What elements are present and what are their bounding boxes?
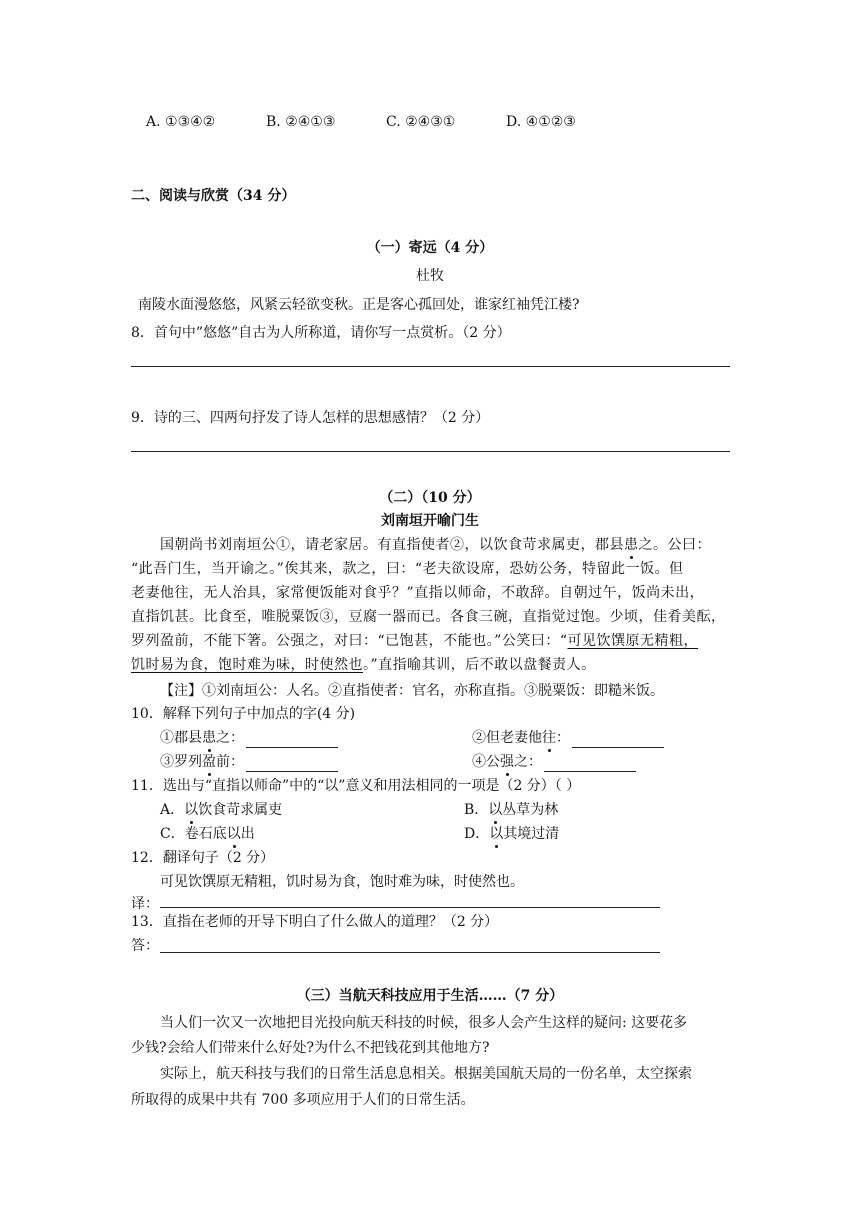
q11-option-b[interactable]: B．以丛草为林 <box>464 802 559 818</box>
dotted-char: 患 <box>202 730 216 746</box>
poem-author: 杜牧 <box>416 268 444 284</box>
choice-d-text: ④①②③ <box>525 114 576 130</box>
dotted-char: 盈 <box>202 754 216 770</box>
choice-b-text: ②④①③ <box>285 114 336 130</box>
underlined-sentence: 可见饮馔原无精粗， <box>567 633 698 649</box>
question-9: 9．诗的三、四两句抒发了诗人怎样的思想感情？（2 分） <box>131 410 490 426</box>
answer-blank[interactable] <box>544 757 636 772</box>
answer-blank[interactable] <box>572 733 664 748</box>
choice-b <box>266 112 335 132</box>
dotted-char: 患 <box>624 537 639 553</box>
passage-line-6 <box>131 655 596 675</box>
choice-d-letter: D. <box>506 114 522 130</box>
passage-line-2: “此吾门生，当开谕之。”俟其来，款之，曰：“老夫欲设席，恐妨公务，特留此一饭。但 <box>131 561 684 577</box>
part3-para-1b: 少钱?会给人们带来什么好处?为什么不把钱花到其他地方? <box>131 1040 490 1056</box>
passage-line-3: 老妻他往，无人治具，家常便饭能对食乎？”直指以师命，不敢辞。自朝过午，饭尚未出， <box>131 585 705 601</box>
part3-title: （三）当航天科技应用于生活……（7 分） <box>296 988 564 1004</box>
choice-c-letter: C. <box>386 114 401 130</box>
question-12: 12．翻译句子（2 分） <box>131 850 275 866</box>
choice-a-text: ①③④② <box>165 114 216 130</box>
poem-text: 南陵水面漫悠悠，风紧云轻欲变秋。正是客心孤回处，谁家红袖凭江楼? <box>138 297 580 313</box>
passage-text: 国朝尚书刘南垣公①，请老家居。有直指使者②，以饮食苛求属吏，郡县 <box>160 537 624 553</box>
passage-line-1 <box>160 535 711 555</box>
choice-a <box>146 112 215 132</box>
part1-title: （一）寄远（4 分） <box>366 240 494 256</box>
answer-line-q9[interactable] <box>131 451 730 452</box>
dotted-char: 以 <box>489 826 504 842</box>
answer-line-q8[interactable] <box>131 366 730 367</box>
question-8: 8．首句中”悠悠”自古为人所称道，请你写一点赏析。（2 分） <box>131 325 511 341</box>
dotted-char: 以 <box>184 802 199 818</box>
q11-option-c[interactable]: C．卷石底以出 <box>160 826 255 842</box>
part3-para-2b: 所取得的成果中共有 700 多项应用于人们的日常生活。 <box>131 1092 475 1108</box>
passage-note: 【注】①刘南垣公：人名。②直指使者：官名，亦称直指。③脱粟饭：即糙米饭。 <box>160 683 664 699</box>
part2-title: （二）（10 分） <box>379 490 481 506</box>
answer-line-q13[interactable] <box>160 952 660 953</box>
dotted-char: 以 <box>488 802 503 818</box>
q11-option-d[interactable]: D．以其境过清 <box>464 826 560 842</box>
section-title: 二、阅读与欣赏（34 分） <box>131 188 296 204</box>
dotted-char: 以 <box>226 826 241 842</box>
question-11: 11．选出与“直指以师命”中的“以”意义和用法相同的一项是（2 分）（ ） <box>131 778 581 794</box>
q12-answer-label: 译： <box>131 896 159 912</box>
choice-a-letter: A. <box>146 114 161 130</box>
passage-title: 刘南垣开喻门生 <box>381 513 479 529</box>
dotted-char: 强 <box>500 754 514 770</box>
q10-item-4: ④公强之： <box>472 752 636 772</box>
q13-answer-label: 答： <box>131 938 159 954</box>
q11-option-a[interactable]: A．以饮食苛求属吏 <box>160 802 283 818</box>
q10-item-2: ②但老妻他往： <box>472 728 664 748</box>
q10-item-3: ③罗列盈前： <box>160 752 338 772</box>
choice-c-text: ②④③① <box>405 114 456 130</box>
dotted-char: 往 <box>542 730 556 746</box>
passage-text: 之。公曰： <box>638 537 711 553</box>
part3-para-1a: 当人们一次又一次地把目光投向航天科技的时候，很多人会产生这样的疑问: 这要花多 <box>160 1015 688 1031</box>
choice-c <box>386 112 455 132</box>
question-10: 10．解释下列句子中加点的字(4 分) <box>131 706 356 722</box>
answer-blank[interactable] <box>246 733 338 748</box>
q10-item-1: ①郡县患之： <box>160 728 338 748</box>
answer-line-q12[interactable] <box>160 907 660 908</box>
answer-blank[interactable] <box>246 757 338 772</box>
part3-para-2a: 实际上，航天科技与我们的日常生活息息相关。根据美国航天局的一份名单，太空探索 <box>160 1066 692 1082</box>
choice-d <box>506 112 576 132</box>
choice-b-letter: B. <box>266 114 281 130</box>
passage-text: 。”直指喻其训，后不敢以盘餐责人。 <box>363 657 596 673</box>
underlined-sentence: 饥时易为食，饱时难为味，时使然也 <box>131 657 363 673</box>
passage-text: 罗列盈前，不能下箸。公强之，对曰：“已饱甚，不能也。”公笑曰：“ <box>131 633 568 649</box>
question-13: 13．直指在老师的开导下明白了什么做人的道理？（2 分） <box>131 914 499 930</box>
passage-line-4: 直指饥甚。比食至，唯脱粟饭③，豆腐一器而已。各食三碗，直指觉过饱。少顷，佳肴美酝， <box>131 609 726 625</box>
q12-sentence: 可见饮馔原无精粗，饥时易为食，饱时难为味，时使然也。 <box>160 874 524 890</box>
passage-line-5 <box>131 631 698 651</box>
